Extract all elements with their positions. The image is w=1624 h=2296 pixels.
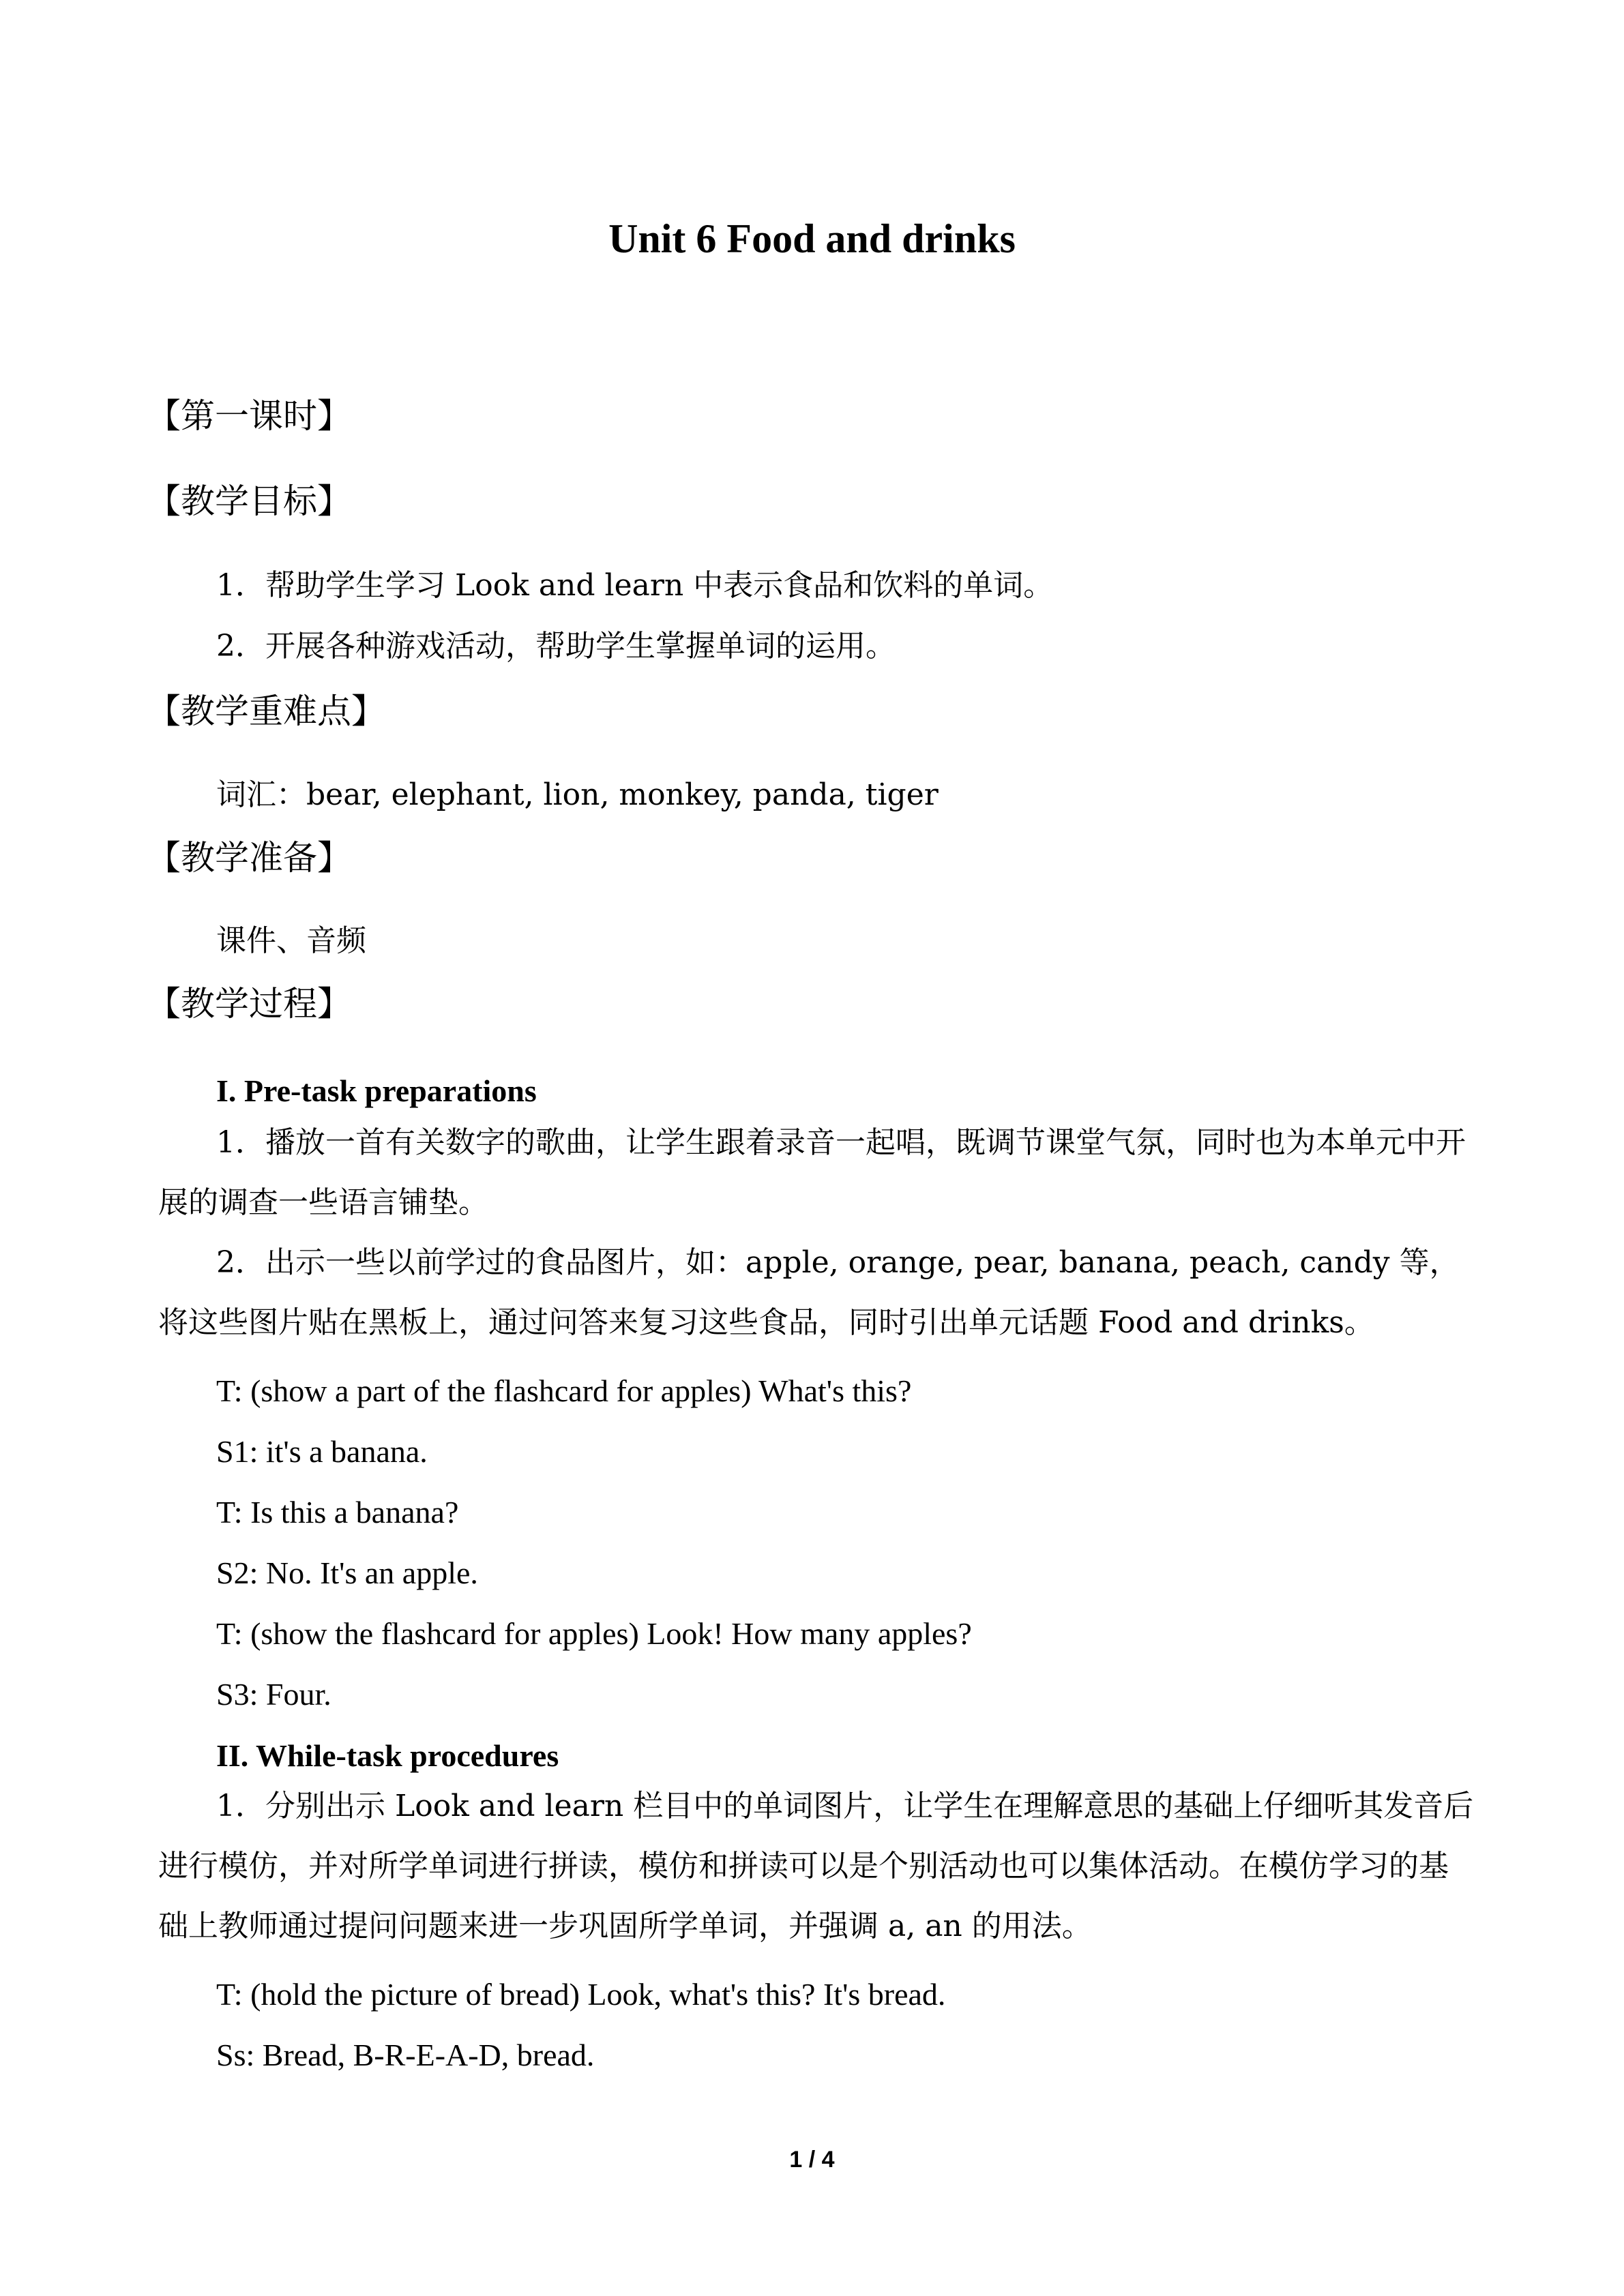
pre-task-heading: I. Pre-task preparations xyxy=(216,1073,537,1108)
dialogue-line: Ss: Bread, B-R-E-A-D, bread. xyxy=(216,2038,595,2072)
objective-item: 2．开展各种游戏活动，帮助学生掌握单词的运用。 xyxy=(216,629,896,664)
dialogue-line: T: (show a part of the flashcard for apples) What's this? xyxy=(216,1373,912,1408)
objective-item: 1．帮助学生学习 Look and learn 中表示食品和饮料的单词。 xyxy=(216,568,1054,603)
lesson-heading: 【第一课时】 xyxy=(147,396,351,436)
preparation-heading: 【教学准备】 xyxy=(147,838,351,878)
objectives-heading: 【教学目标】 xyxy=(147,481,351,521)
dialogue-line: T: (show the flashcard for apples) Look! How many apples? xyxy=(216,1616,972,1651)
key-points-text: 词汇：bear, elephant, lion, monkey, panda, tiger xyxy=(216,777,939,812)
pre-task-step: 1．播放一首有关数字的歌曲，让学生跟着录音一起唱，既调节课堂气氛，同时也为本单元中开展的调查一些语言铺垫。 xyxy=(158,1125,1466,1220)
dialogue-line: S1: it's a banana. xyxy=(216,1434,428,1469)
dialogue-line: T: Is this a banana? xyxy=(216,1495,459,1530)
pre-task-step: 2．出示一些以前学过的食品图片，如：apple, orange, pear, banana, peach, candy 等，将这些图片贴在黑板上，通过问答来复习这些食品，同时引出单元话题 Food and drinks。 xyxy=(158,1245,1460,1340)
key-points-heading: 【教学重难点】 xyxy=(147,691,385,731)
while-task-step: 1．分别出示 Look and learn 栏目中的单词图片，让学生在理解意思的基础上仔细听其发音后进行模仿，并对所学单词进行拼读，模仿和拼读可以是个别活动也可以集体活动。在模仿学习的基础上教师通过提问问题来进一步巩固所学单词，并强调 a, an 的用法。 xyxy=(158,1789,1474,1943)
dialogue-line: S2: No. It's an apple. xyxy=(216,1555,478,1590)
preparation-text: 课件、音频 xyxy=(216,923,366,958)
dialogue-line: S3: Four. xyxy=(216,1677,331,1712)
page-number: 1 / 4 xyxy=(789,2147,835,2173)
dialogue-line: T: (hold the picture of bread) Look, what's this? It's bread. xyxy=(216,1977,946,2012)
while-task-heading: II. While-task procedures xyxy=(216,1738,559,1773)
process-heading: 【教学过程】 xyxy=(147,984,351,1024)
document-title: Unit 6 Food and drinks xyxy=(608,216,1016,261)
